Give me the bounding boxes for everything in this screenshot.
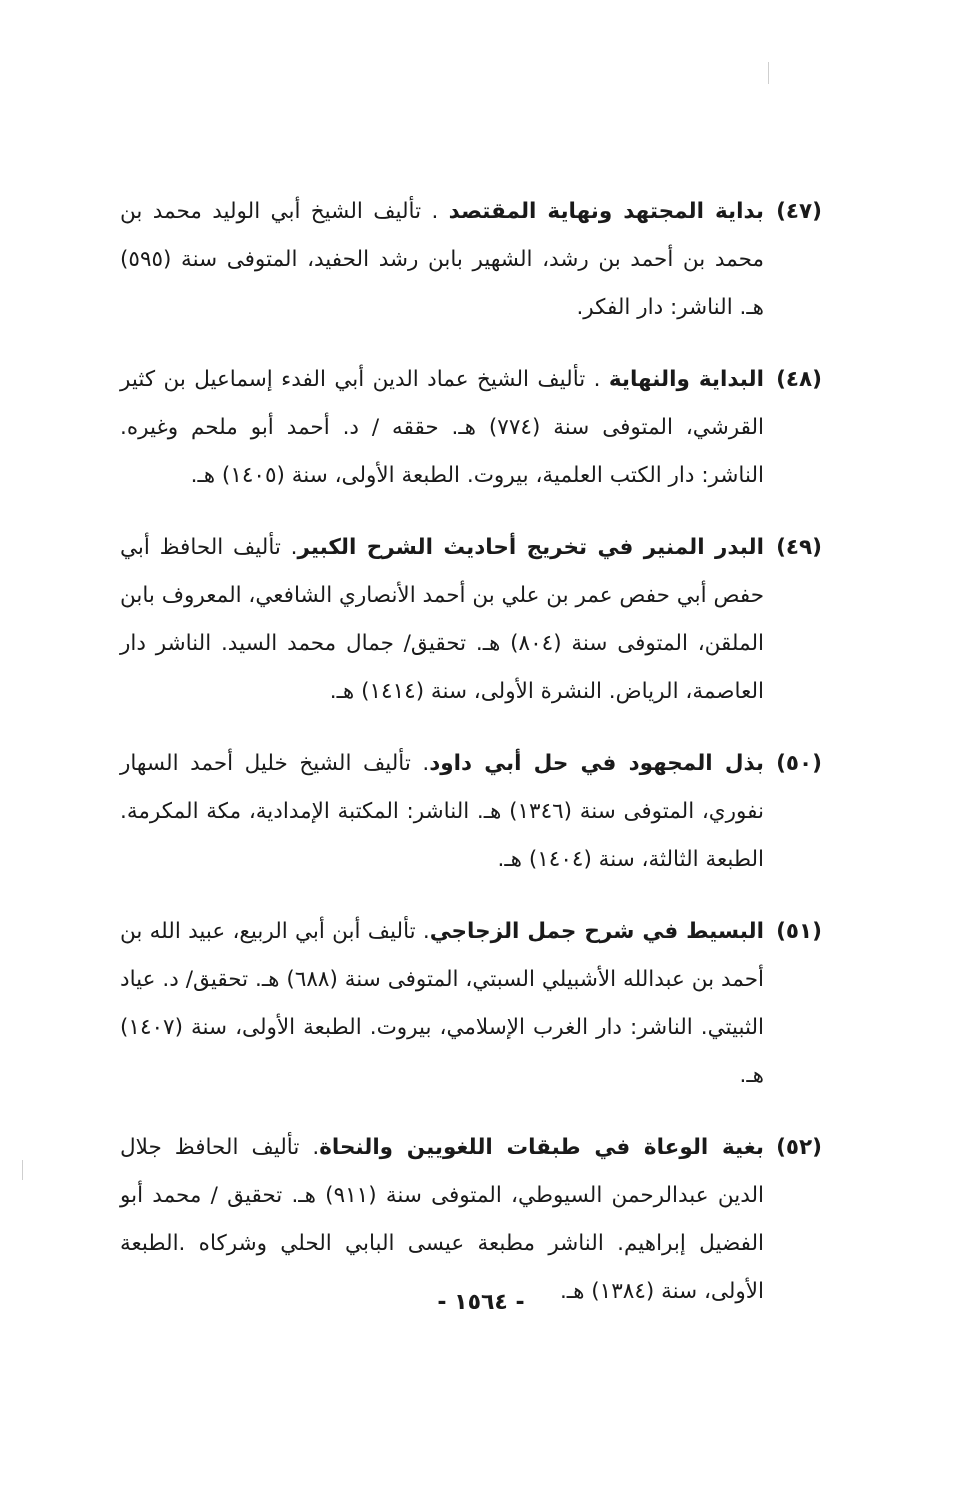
entry-body: . تأليف الشيخ خليل أحمد السهار نفوري، المتوفى سنة (١٣٤٦) هـ. الناشر: المكتبة الإمدادية، مكة المكرمة. الطبعة الثالثة، سنة (١٤٠٤) هـ. (120, 751, 764, 872)
bibliography-entry (120, 1124, 822, 1316)
entry-title: بغية الوعاة في طبقات اللغويين والنحاة (319, 1135, 764, 1160)
entry-number: (٤٩) (776, 535, 822, 560)
bibliography-entry (120, 188, 822, 332)
entry-body: . تأليف أبن أبي الربيع، عبيد الله بن أحمد بن عبدالله الأشبيلي السبتي، المتوفى سنة (٦٨٨) هـ. تحقيق/ د. عياد الثبيتي. الناشر: دار الغرب الإسلامي، بيروت. الطبعة الأولى، سنة (١٤٠٧) هـ. (120, 919, 765, 1088)
entry-body: . تأليف الشيخ أبي الوليد محمد بن محمد بن أحمد بن رشد، الشهير بابن رشد الحفيد، المتوفى سنة (٥٩٥) هـ. الناشر: دار الفكر. (120, 199, 764, 320)
entry-number: (٥٢) (776, 1135, 822, 1160)
entry-title: بذل المجهود في حل أبي داود (429, 751, 764, 776)
entry-title: البسيط في شرح جمل الزجاجي (429, 919, 764, 944)
entry-title: البدر المنير في تخريج أحاديث الشرح الكبير (297, 535, 764, 560)
bibliography-entry (120, 740, 822, 884)
entry-number: (٥١) (776, 919, 822, 944)
bibliography-entry (120, 356, 822, 500)
entry-number: (٤٧) (776, 199, 822, 224)
page-number: - ١٥٦٤ - (437, 1290, 525, 1315)
bibliography-entry (120, 524, 822, 716)
scan-edge-mark-top (768, 62, 769, 84)
entry-title: بداية المجتهد ونهاية المقتصد (448, 199, 764, 224)
bibliography-entry (120, 908, 822, 1100)
entry-body: . تأليف الحافظ جلال الدين عبدالرحمن السيوطي، المتوفى سنة (٩١١) هـ. تحقيق / محمد أبو الفضيل إبراهيم. الناشر مطبعة عيسى البابي الحلي وشركاه .الطبعة الأولى، سنة (١٣٨٤) هـ. (120, 1135, 765, 1304)
entry-number: (٤٨) (776, 367, 822, 392)
bibliography-list (120, 188, 822, 1340)
scan-edge-mark-left (22, 1160, 23, 1180)
entry-title: البداية والنهاية (608, 367, 764, 392)
entry-body: . تأليف الشيخ عماد الدين أبي الفدء إسماعيل بن كثير القرشي، المتوفى سنة (٧٧٤) هـ. حققه / د. أحمد أبو ملحم وغيره. الناشر: دار الكتب العلمية، بيروت. الطبعة الأولى، سنة (١٤٠٥) هـ. (120, 367, 764, 488)
entry-number: (٥٠) (776, 751, 822, 776)
entry-body: . تأليف الحافظ أبي حفص أبي حفص عمر بن علي بن أحمد الأنصاري الشافعي، المعروف بابن الملقن، المتوفى سنة (٨٠٤) هـ. تحقيق/ جمال محمد السيد. الناشر دار العاصمة، الرياض. النشرة الأولى، سنة (١٤١٤) هـ. (120, 535, 764, 704)
